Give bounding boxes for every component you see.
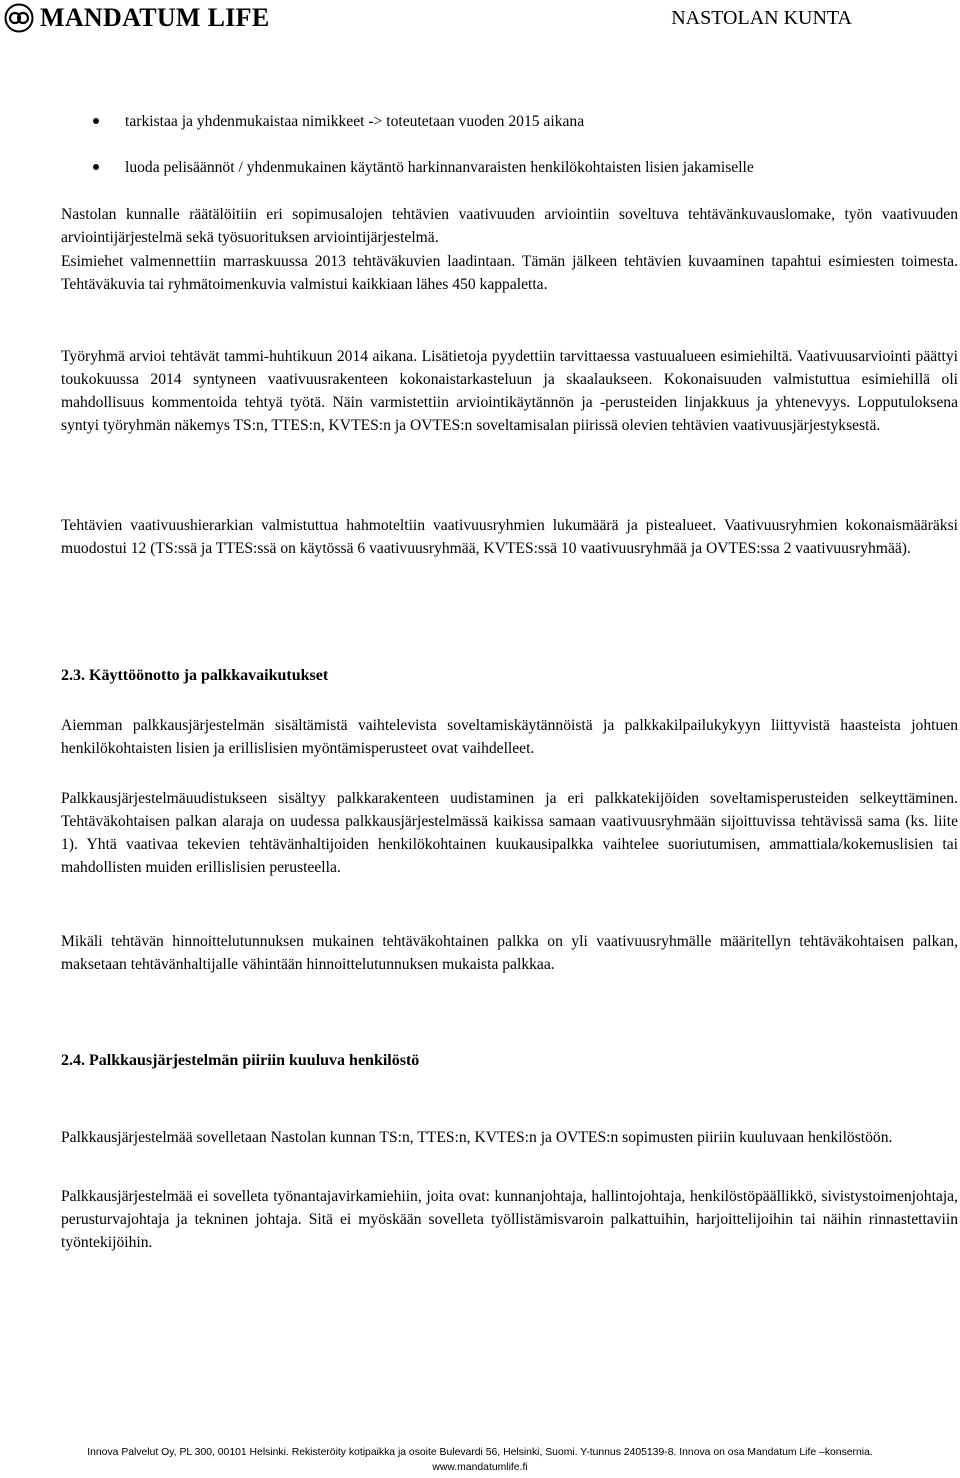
bullet-item: tarkistaa ja yhdenmukaistaa nimikkeet -> toteutetaan vuoden 2015 aikana	[61, 110, 958, 156]
paragraph: Palkkausjärjestelmäuudistukseen sisältyy palkkarakenteen uudistaminen ja eri palkkatekijöiden soveltamisperusteiden selkeyttäminen. Tehtäväkohtaisen palkan alaraja on uudessa palkkausjärjestelmässä kaikissa samaan vaativuusryhmään sijoittuvissa tehtävissä sama (ks. liite 1). Yhtä vaativaa tekevien tehtävänhaltijoiden henkilökohtainen kuukausipalkka vaihtelee suoriutumisen, ammattiala/kokemuslisien tai mahdollisten muiden erillislisien perusteella.	[61, 790, 958, 876]
paragraph: Esimiehet valmennettiin marraskuussa 2013 tehtäväkuvien laadintaan. Tämän jälkeen tehtävien kuvaaminen tapahtui esimiesten toimesta. Tehtäväkuvia tai ryhmätoimenkuvia valmistui kaikkiaan lähes 450 kappaletta.	[61, 253, 958, 293]
paragraph: Palkkausjärjestelmää sovelletaan Nastolan kunnan TS:n, TTES:n, KVTES:n ja OVTES:n sopimusten piiriin kuuluvaan henkilöstöön.	[61, 1129, 893, 1146]
bullet-list	[61, 110, 958, 202]
footer-website: www.mandatumlife.fi	[432, 1462, 528, 1473]
mandatum-life-logo-icon	[4, 3, 34, 33]
paragraph: Aiemman palkkausjärjestelmän sisältämistä vaihtelevista soveltamiskäytännöistä ja palkkakilpailukykyyn liittyvistä haasteista johtuen henkilökohtaisten lisien ja erillislisien myöntämisperusteet ovat vaihdelleet.	[61, 717, 958, 757]
section-heading: 2.3. Käyttöönotto ja palkkavaikutukset	[61, 667, 329, 684]
paragraph: Mikäli tehtävän hinnoittelutunnuksen mukainen tehtäväkohtainen palkka on yli vaativuusryhmälle määritellyn tehtäväkohtaisen palkan, maksetaan tehtävänhaltijalle vähintään hinnoittelutunnuksen mukaista palkkaa.	[61, 933, 958, 973]
footer-company-info: Innova Palvelut Oy, PL 300, 00101 Helsinki. Rekisteröity kotipaikka ja osoite Bulevardi 56, Helsinki, Suomi. Y-tunnus 2405139-8. Innova on osa Mandatum Life –konsernia.	[87, 1447, 873, 1458]
section-heading: 2.4. Palkkausjärjestelmän piiriin kuuluva henkilöstö	[61, 1052, 420, 1069]
company-logo	[4, 3, 269, 33]
organization-name: NASTOLAN KUNTA	[671, 7, 852, 29]
paragraph: Tehtävien vaativuushierarkian valmistuttua hahmoteltiin vaativuusryhmien lukumäärä ja pistealueet. Vaativuusryhmien kokonaismääräksi muodostui 12 (TS:ssä ja TTES:ssä on käytössä 6 vaativuusryhmää, KVTES:ssä 10 vaativuusryhmää ja OVTES:ssa 2 vaativuusryhmää).	[61, 517, 958, 557]
paragraph: Nastolan kunnalle räätälöitiin eri sopimusalojen tehtävien vaativuuden arviointiin soveltuva tehtävänkuvauslomake, työn vaativuuden arviointijärjestelmä sekä työsuorituksen arviointijärjestelmä.	[61, 206, 958, 246]
bullet-item: luoda pelisäännöt / yhdenmukainen käytäntö harkinnanvaraisten henkilökohtaisten lisien jakamiselle	[61, 156, 958, 202]
page-header	[0, 0, 960, 38]
paragraph: Työryhmä arvioi tehtävät tammi-huhtikuun 2014 aikana. Lisätietoja pyydettiin tarvittaessa vastuualueen esimiehiltä. Vaativuusarviointi päättyi toukokuussa 2014 syntyneen vaativuusrakenteen kokonaistarkasteluun ja skaalaukseen. Kokonaisuuden valmistuttua esimiehillä oli mahdollisuus kommentoida tehtyä työtä. Näin varmistettiin arviointikäytännön ja -perusteiden linjakkuus ja yhtenevyys. Lopputuloksena syntyi työryhmän näkemys TS:n, TTES:n, KVTES:n ja OVTES:n soveltamisalan piirissä olevien tehtävien vaativuusjärjestyksestä.	[61, 348, 958, 434]
paragraph: Palkkausjärjestelmää ei sovelleta työnantajavirkamiehiin, joita ovat: kunnanjohtaja, hallintojohtaja, henkilöstöpäällikkö, sivistystoimenjohtaja, perusturvajohtaja ja tekninen johtaja. Sitä ei myöskään sovelleta työllistämisvaroin palkattuihin, harjoittelijoihin tai näihin rinnastettaviin työntekijöihin.	[61, 1188, 958, 1251]
logo-text: MANDATUM LIFE	[40, 3, 270, 32]
